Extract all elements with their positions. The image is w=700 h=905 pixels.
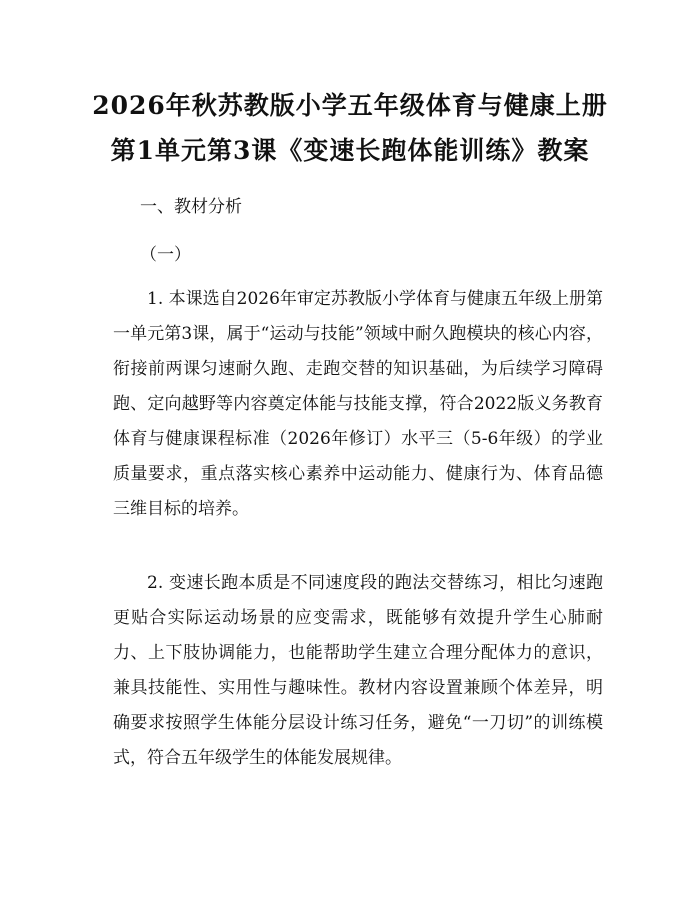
paragraph-2: 2. 变速长跑本质是不同速度段的跑法交替练习，相比匀速跑更贴合实际运动场景的应变需求，既能够有效提升学生心肺耐力、上下肢协调能力，也能帮助学生建立合理分配体力的意识，兼具技能性、实用性与趣味性。教材内容设置兼顾个体差异，明确要求按照学生体能分层设计练习任务，避免“一刀切”的训练模式，符合五年级学生的体能发展规律。 (113, 573, 603, 768)
document-title-line-2: 第1单元第3课《变速长跑体能训练》教案 (110, 136, 590, 165)
section-heading: 一、教材分析 (140, 197, 242, 217)
paragraph-1: 1. 本课选自2026年审定苏教版小学体育与健康五年级上册第一单元第3课，属于“运动与技能”领域中耐久跑模块的核心内容，衔接前两课匀速耐久跑、走跑交替的知识基础，为后续学习障碍跑、定向越野等内容奠定体能与技能支撑，符合2022版义务教育体育与健康课程标准（2026年修订）水平三（5-6年级）的学业质量要求，重点落实核心素养中运动能力、健康行为、体育品德三维目标的培养。 (113, 289, 603, 519)
subsection-heading: （一） (140, 245, 191, 265)
document-title-line-1: 2026年秋苏教版小学五年级体育与健康上册 (92, 91, 608, 120)
